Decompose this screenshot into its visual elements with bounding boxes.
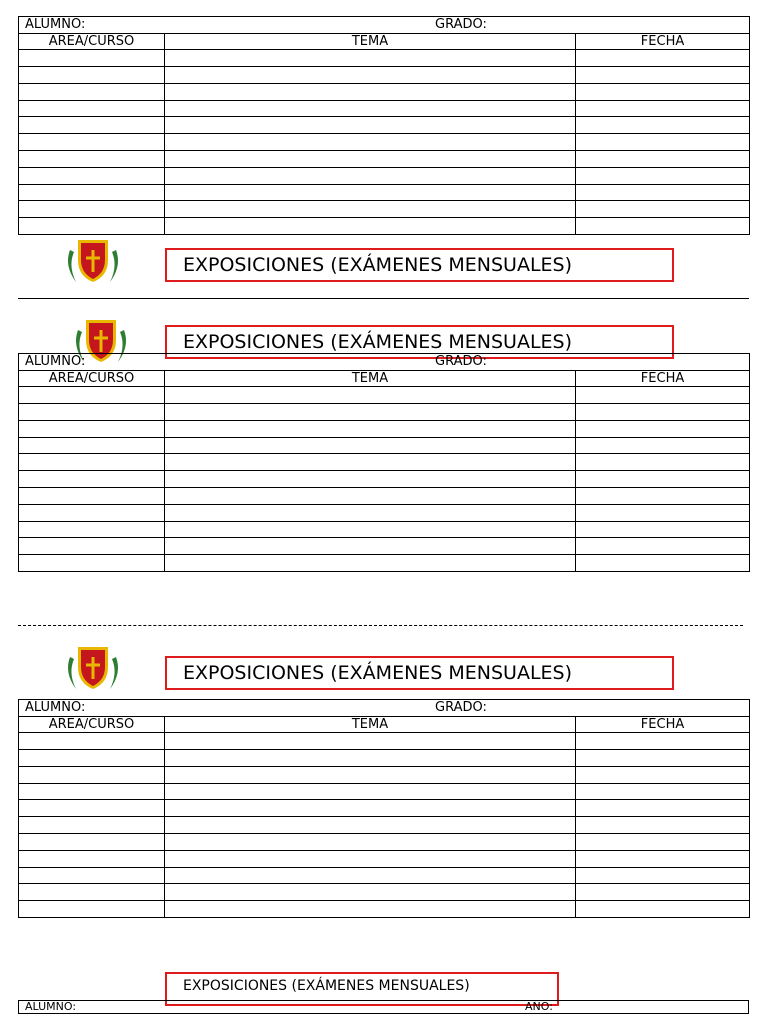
table-row[interactable] (19, 901, 750, 918)
col-tema-header: TEMA (165, 33, 576, 50)
header-row (19, 33, 750, 50)
exam-form-table-1 (18, 16, 750, 235)
alumno-label: ALUMNO: (25, 700, 86, 716)
table-row[interactable] (19, 783, 750, 800)
table-row[interactable] (19, 488, 750, 505)
table-row[interactable] (19, 800, 750, 817)
student-row-partial[interactable] (18, 1000, 749, 1014)
grado-label: GRADO: (435, 354, 487, 370)
table-row[interactable] (19, 750, 750, 767)
table-row[interactable] (19, 555, 750, 572)
table-row[interactable] (19, 167, 750, 184)
col-fecha-header: FECHA (576, 716, 750, 733)
alumno-label: ALUMNO: (25, 1000, 77, 1013)
grado-label: GRADO: (435, 17, 487, 33)
school-crest-icon (62, 236, 124, 286)
table-row[interactable] (19, 538, 750, 555)
form-title-1: EXPOSICIONES (EXÁMENES MENSUALES) (165, 248, 674, 282)
student-row (19, 17, 750, 34)
table-row[interactable] (19, 184, 750, 201)
table-row[interactable] (19, 420, 750, 437)
table-row[interactable] (19, 884, 750, 901)
alumno-label: ALUMNO: (25, 17, 86, 33)
table-row[interactable] (19, 504, 750, 521)
header-row (19, 370, 750, 387)
table-row[interactable] (19, 100, 750, 117)
table-row[interactable] (19, 766, 750, 783)
col-area-header: AREA/CURSO (19, 33, 165, 50)
student-row (19, 354, 750, 371)
table-row[interactable] (19, 387, 750, 404)
table-row[interactable] (19, 437, 750, 454)
exam-form-table-3 (18, 699, 750, 918)
col-area-header: AREA/CURSO (19, 370, 165, 387)
student-cell[interactable] (19, 17, 750, 34)
table-row[interactable] (19, 850, 750, 867)
table-row[interactable] (19, 471, 750, 488)
table-row[interactable] (19, 134, 750, 151)
table-row[interactable] (19, 50, 750, 67)
table-row[interactable] (19, 218, 750, 235)
table-row[interactable] (19, 404, 750, 421)
table-row[interactable] (19, 834, 750, 851)
table-row[interactable] (19, 117, 750, 134)
student-row (19, 700, 750, 717)
table-row[interactable] (19, 867, 750, 884)
alumno-label: ALUMNO: (25, 354, 86, 370)
col-tema-header: TEMA (165, 716, 576, 733)
col-fecha-header: FECHA (576, 33, 750, 50)
table-row[interactable] (19, 67, 750, 84)
exam-form-table-2 (18, 353, 750, 572)
header-row (19, 716, 750, 733)
table-row[interactable] (19, 151, 750, 168)
anio-label: AÑO: (525, 1000, 553, 1013)
table-row[interactable] (19, 201, 750, 218)
table-row[interactable] (19, 817, 750, 834)
divider-line (18, 298, 749, 299)
form-title-3: EXPOSICIONES (EXÁMENES MENSUALES) (165, 656, 674, 690)
col-tema-header: TEMA (165, 370, 576, 387)
col-fecha-header: FECHA (576, 370, 750, 387)
table-row[interactable] (19, 733, 750, 750)
grado-label: GRADO: (435, 700, 487, 716)
form-title-2: EXPOSICIONES (EXÁMENES MENSUALES) (165, 325, 674, 359)
cut-line (18, 625, 743, 626)
student-cell[interactable] (19, 354, 750, 371)
student-cell[interactable] (19, 700, 750, 717)
table-row[interactable] (19, 521, 750, 538)
table-row[interactable] (19, 454, 750, 471)
form-title-4: EXPOSICIONES (EXÁMENES MENSUALES) (165, 972, 559, 1006)
table-row[interactable] (19, 83, 750, 100)
col-area-header: AREA/CURSO (19, 716, 165, 733)
school-crest-icon (62, 643, 124, 693)
